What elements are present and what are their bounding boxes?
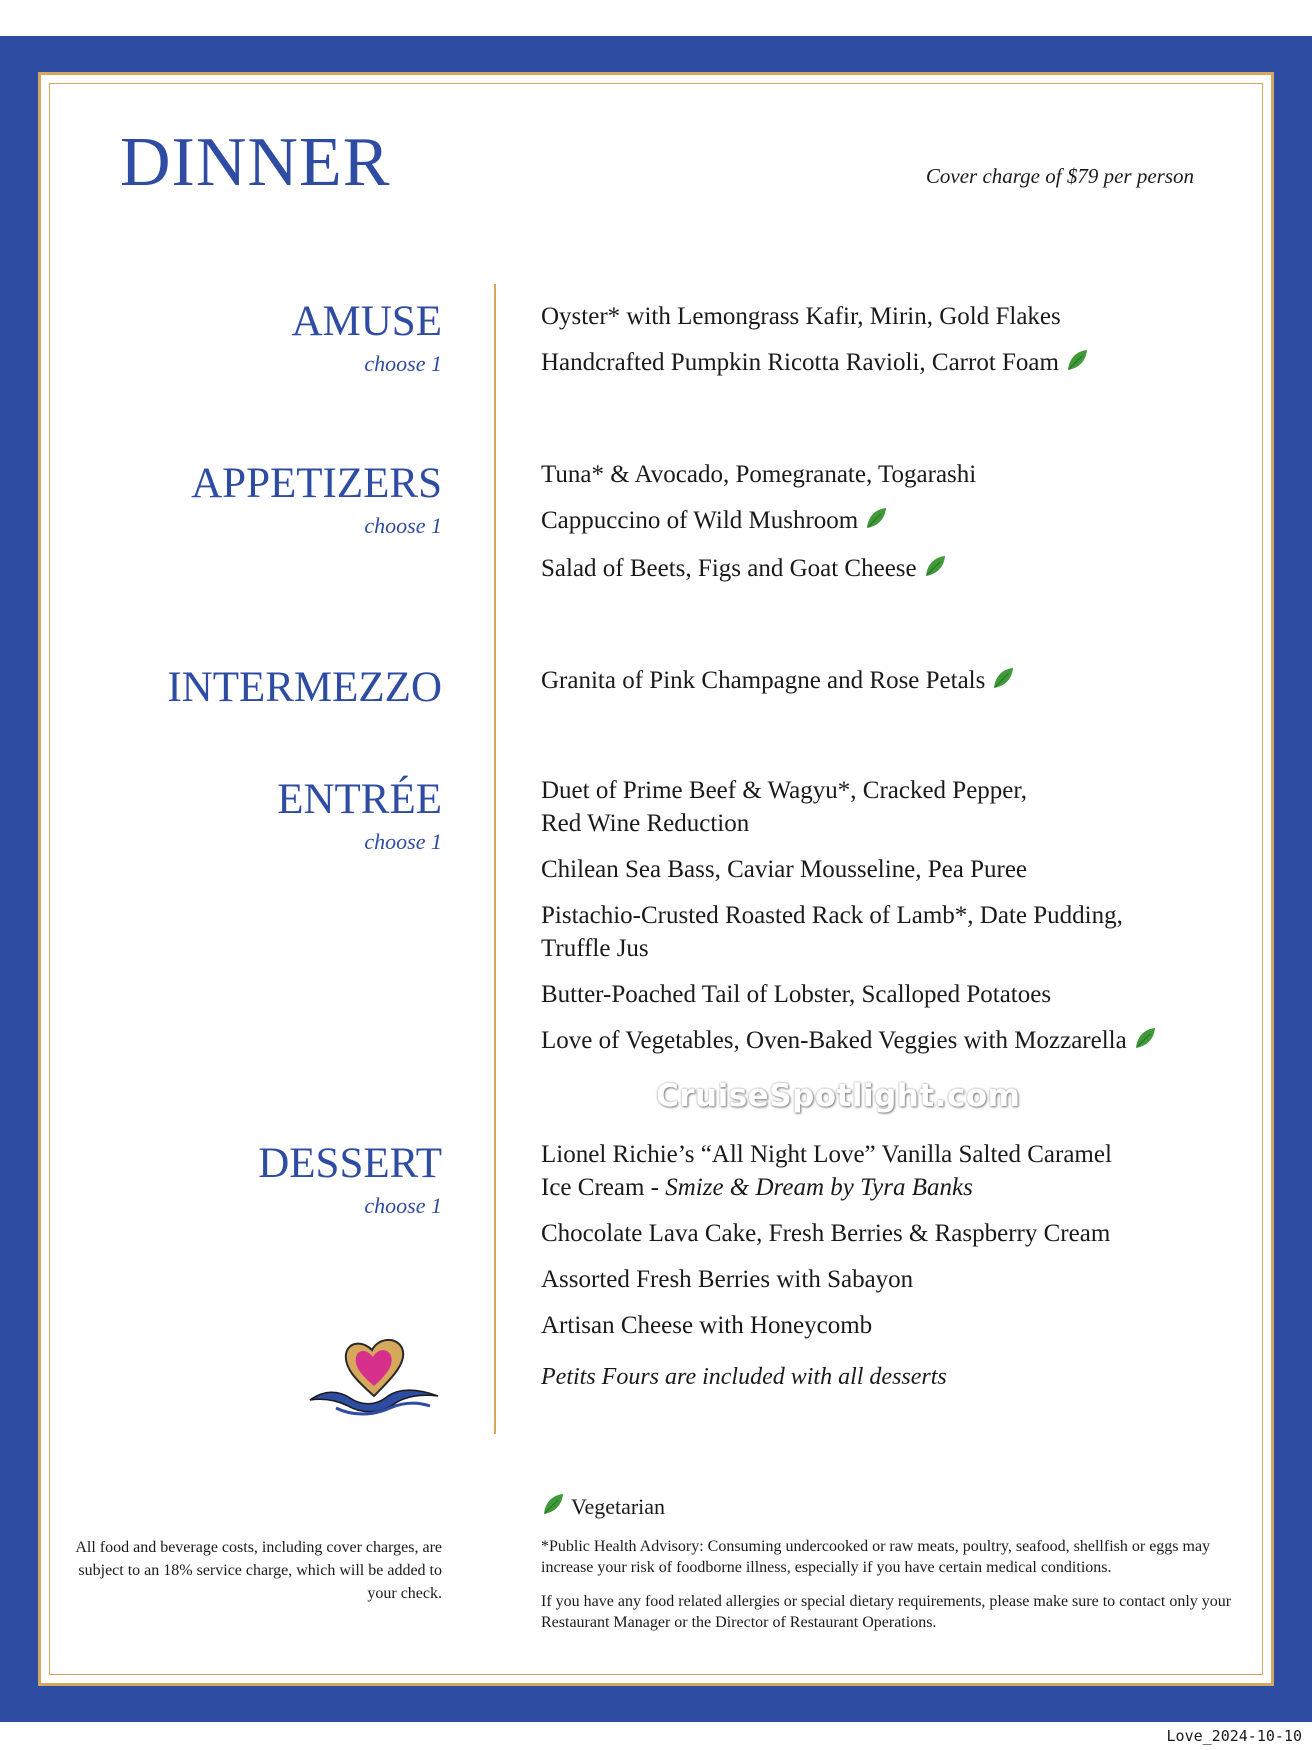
section-choose: choose 1 [364, 513, 442, 538]
section-intermezzo-heading [167, 666, 442, 709]
section-name: DESSERT [258, 1140, 442, 1187]
section-choose: choose 1 [364, 829, 442, 854]
vegetarian-label: Vegetarian [571, 1494, 666, 1519]
menu-item: Assorted Fresh Berries with Sabayon [541, 1266, 914, 1293]
menu-item: Lionel Richie’s “All Night Love” Vanilla Salted Caramel Ice Cream - Smize & Dream by Tyra Banks [541, 1141, 1112, 1201]
entree-items [541, 774, 1221, 1072]
leaf-icon [1065, 348, 1089, 381]
service-charge-note: All food and beverage costs, including cover charges, are subject to an 18% service charge, which will be added to your check. [75, 1539, 442, 1602]
menu-item: Cappuccino of Wild Mushroom [541, 504, 1221, 539]
section-choose: choose 1 [364, 351, 442, 376]
menu-item: Salad of Beets, Figs and Goat Cheese [541, 552, 1221, 587]
menu-item: Granita of Pink Champagne and Rose Petals [541, 664, 1221, 699]
section-amuse-heading [291, 300, 442, 377]
intermezzo-items [541, 664, 1221, 712]
section-name: ENTRÉE [277, 776, 442, 823]
appetizers-items [541, 458, 1221, 600]
leaf-icon [864, 506, 888, 539]
section-divider [494, 284, 496, 1434]
menu-item: Handcrafted Pumpkin Ricotta Ravioli, Carrot Foam [541, 346, 1221, 381]
watermark: CruiseSpotlight.com [656, 1078, 1021, 1114]
section-entree-heading [277, 778, 442, 855]
cover-charge: Cover charge of $79 per person [925, 164, 1194, 188]
leaf-icon [541, 1492, 565, 1522]
menu-item: Oyster* with Lemongrass Kafir, Mirin, Gold Flakes [541, 303, 1061, 330]
vegetarian-legend [541, 1492, 665, 1522]
allergy-note: If you have any food related allergies or special dietary requirements, please make sure to contact only your Restaurant Manager or the Director of Restaurant Operations. [541, 1593, 1232, 1631]
heart-wave-logo [306, 1334, 442, 1421]
menu-item: Butter-Poached Tail of Lobster, Scalloped Potatoes [541, 981, 1052, 1008]
health-advisory: *Public Health Advisory: Consuming undercooked or raw meats, poultry, seafood, shellfish or eggs may increase your risk of foodborne illness, especially if you have certain medical conditions. [541, 1538, 1211, 1576]
document-code: Love_2024-10-10 [1166, 1727, 1302, 1745]
leaf-icon [1133, 1026, 1157, 1059]
section-name: AMUSE [291, 298, 442, 345]
section-appetizers-heading [191, 462, 442, 539]
menu-item: Artisan Cheese with Honeycomb [541, 1312, 873, 1339]
section-choose: choose 1 [364, 1193, 442, 1218]
section-name: INTERMEZZO [167, 664, 442, 711]
menu-item: Love of Vegetables, Oven-Baked Veggies with Mozzarella [541, 1024, 1221, 1059]
menu-item: Tuna* & Avocado, Pomegranate, Togarashi [541, 461, 977, 488]
menu-item: Chocolate Lava Cake, Fresh Berries & Raspberry Cream [541, 1220, 1111, 1247]
dessert-items [541, 1138, 1221, 1391]
leaf-icon [923, 554, 947, 587]
menu-item: Pistachio-Crusted Roasted Rack of Lamb*, Date Pudding, Truffle Jus [541, 902, 1123, 962]
dessert-note: Petits Fours are included with all desserts [541, 1364, 947, 1390]
section-dessert-heading [258, 1142, 442, 1219]
leaf-icon [991, 666, 1015, 699]
section-name: APPETIZERS [191, 460, 442, 507]
page-title: DINNER [120, 124, 391, 201]
menu-item: Duet of Prime Beef & Wagyu*, Cracked Pepper, Red Wine Reduction [541, 777, 1027, 837]
menu-item: Chilean Sea Bass, Caviar Mousseline, Pea Puree [541, 856, 1028, 883]
amuse-items [541, 300, 1221, 394]
